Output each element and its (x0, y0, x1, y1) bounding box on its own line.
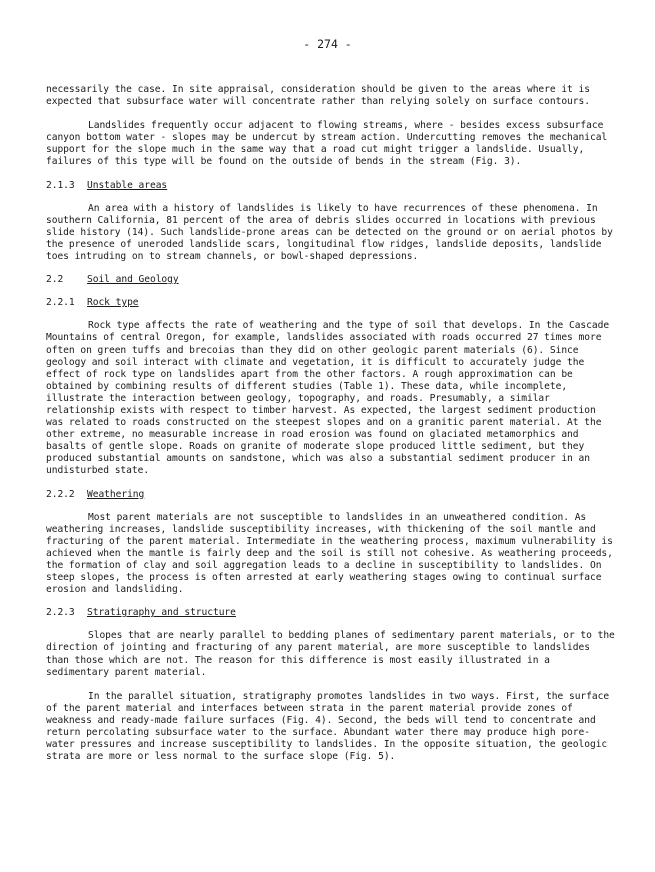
section-number: 2.1.3 (46, 179, 75, 191)
section-title: Soil and Geology (87, 274, 179, 286)
section-title: Unstable areas (87, 179, 168, 191)
section-title: Weathering (87, 488, 145, 500)
section-heading (46, 274, 616, 286)
section-title: Stratigraphy and structure (87, 607, 236, 619)
paragraph: In the parallel situation, stratigraphy promotes landslides in two ways. First, the surface of the parent material and interfaces between strata in the parent material provide zones of weakness and ready-made failure surfaces (Fig. 4). Second, the beds will tend to concentrate and return percolating subsurface water to the surface. Abundant water there may produce high pore-water pressures and increase susceptibility to landslides. In the opposite situation, the geologic strata are more or less normal to the surface slope (Fig. 5). (46, 690, 610, 763)
section-heading (46, 489, 616, 501)
section-title: Rock type (87, 297, 139, 309)
paragraph: Rock type affects the rate of weathering and the type of soil that develops. In the Cascade Mountains of central Oregon, for example, landslides associated with roads occurred 27 times more often on green tuffs and brecoias than they did on other geologic parent materials (6). Since geology and soil interact with climate and vegetation, it is difficult to accurately judge the effect of rock type on landslides apart from the other factors. A rough approximation can be obtained by combining results of different studies (Table 1). These data, while incomplete, illustrate the interaction between geology, topography, and roads. Presumably, a similar relationship exists with respect to timber harvest. As expected, the largest sediment production was related to roads constructed on the steepest slopes and on a granitic parent material. At the other extreme, no measurable increase in road erosion was found on glaciated metamorphics and basalts of gentle slope. Roads on granite of moderate slope produced little sediment, but they produced substantial amounts on sandstone, which was also a substantial sediment producer in an undisturbed state. (46, 320, 610, 477)
section-heading (46, 180, 616, 192)
section-number: 2.2.2 (46, 488, 75, 500)
section-number: 2.2.3 (46, 607, 75, 619)
page-body (46, 84, 616, 763)
paragraph: Landslides frequently occur adjacent to flowing streams, where - besides excess subsurface canyon bottom water - slopes may be undercut by stream action. Undercutting removes the mechanical support for the slope much in the same way that a road cut might trigger a landslide. Usually, failures of this type will be found on the outside of bends in the stream (Fig. 3). (46, 120, 608, 168)
paragraph: Most parent materials are not susceptible to landslides in an unweathered condition. As weathering increases, landslide susceptibility increases, with thickening of the soil mantle and fracturing of the parent material. Intermediate in the weathering process, maximum vulnerability is achieved when the mantle is fairly deep and the soil is still not cohesive. As weathering proceeds, the formation of clay and soil aggregation leads to a decline in susceptibility to landslides. On steep slopes, the process is often arrested at early weathering stages owing to continual surface erosion and landsliding. (46, 511, 613, 596)
paragraph: An area with a history of landslides is likely to have recurrences of these phenomena. In southern California, 81 percent of the area of debris slides occurred in locations with previous slide history (14). Such landslide-prone areas can be detected on the ground or on aerial photos by the presence of uneroded landslide scars, longitudinal flow ridges, landslide deposits, landslide toes intruding on to stream channels, or bowl-shaped depressions. (46, 202, 613, 263)
paragraph: necessarily the case. In site appraisal, consideration should be given to the areas where it is expected that subsurface water will concentrate rather than relying solely on surface contours. (46, 84, 590, 108)
paragraph: Slopes that are nearly parallel to bedding planes of sedimentary parent materials, or to the direction of jointing and fracturing of any parent material, are more susceptible to landslides than those which are not. The reason for this difference is most easily illustrated in a sedimentary parent material. (46, 630, 615, 678)
page-number: - 274 - (303, 37, 352, 51)
section-heading (46, 607, 616, 619)
section-heading (46, 297, 616, 309)
section-number: 2.2 (46, 274, 64, 286)
section-number: 2.2.1 (46, 297, 75, 309)
